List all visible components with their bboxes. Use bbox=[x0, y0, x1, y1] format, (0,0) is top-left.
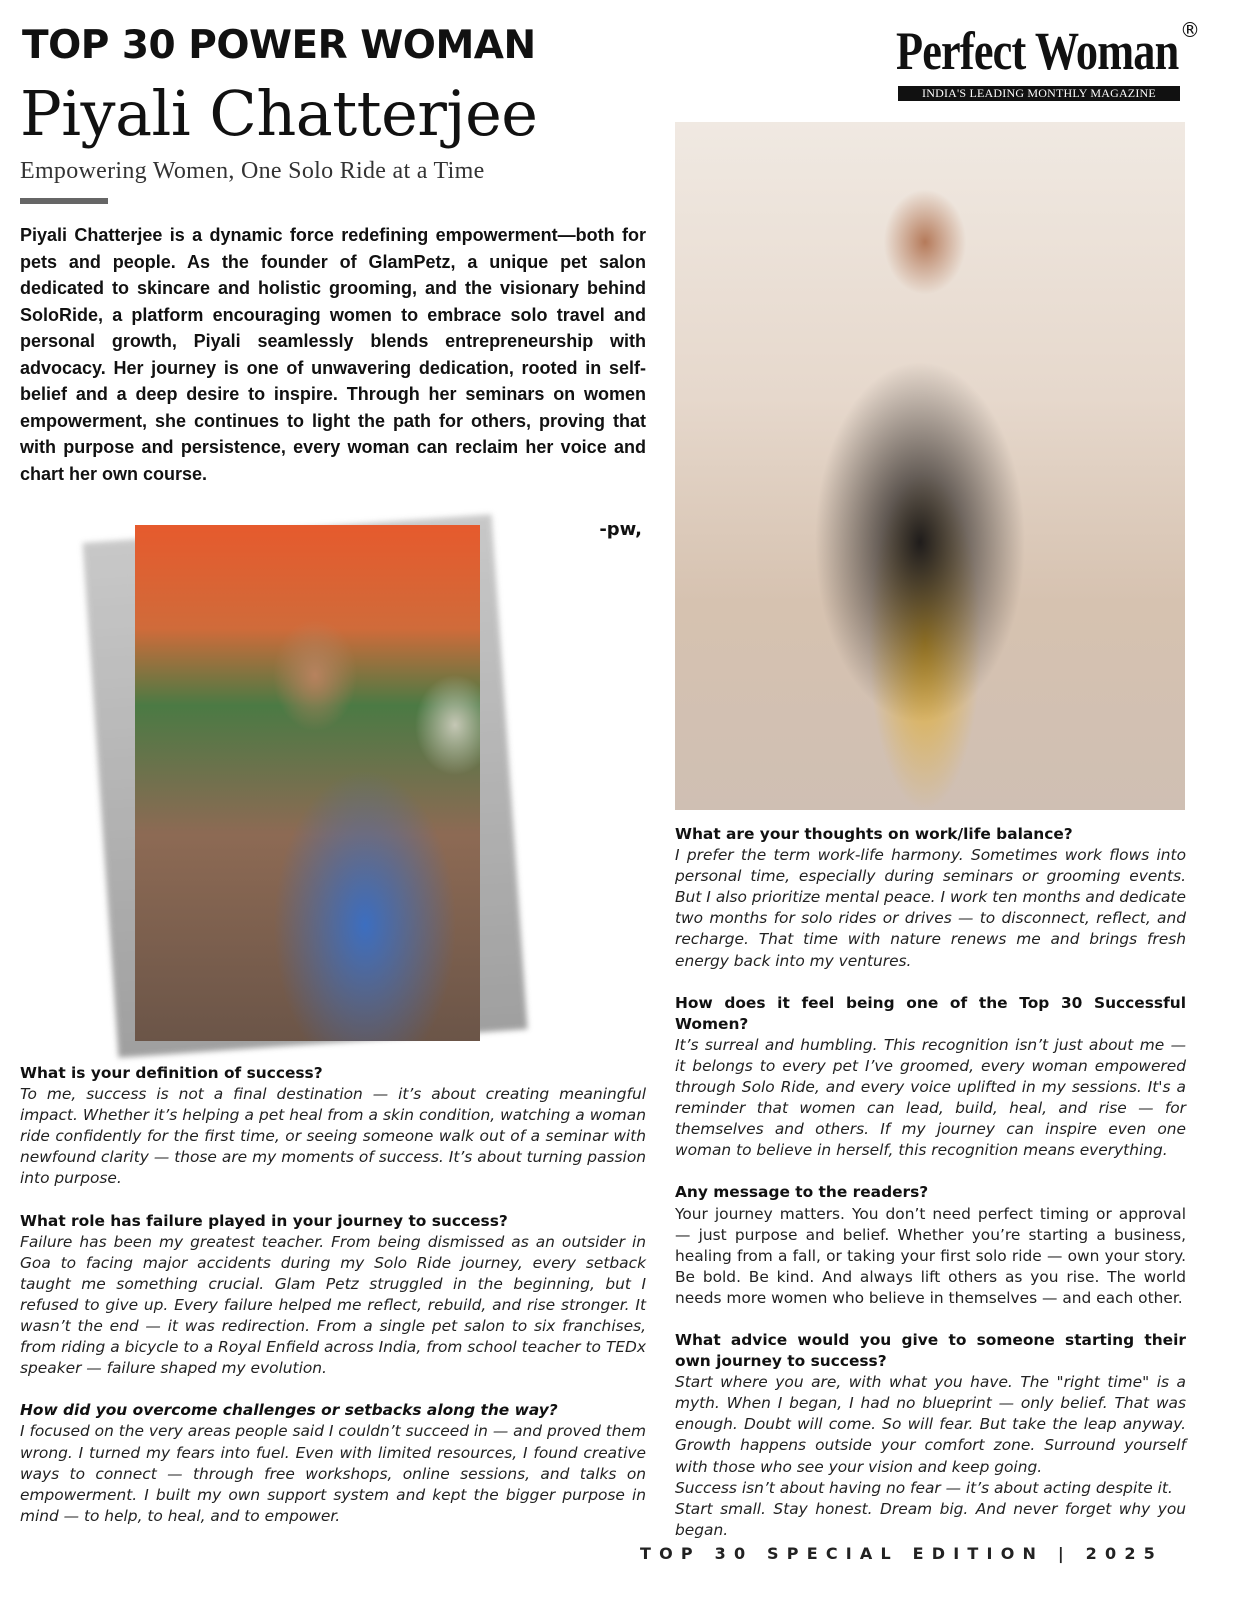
edition-footer: TOP 30 SPECIAL EDITION | 2025 bbox=[640, 1544, 1164, 1563]
portrait-photo-formal bbox=[675, 122, 1185, 810]
title-divider bbox=[20, 198, 108, 204]
qa-left-column bbox=[20, 1063, 646, 1548]
qa-item bbox=[675, 1182, 1186, 1309]
answer: I focused on the very areas people said I couldn’t succeed in — and proved them wrong. I turned my fears into fuel. Even with limited resources, I found creative ways to connect — through free workshops, online sessions, and talks on empowerment. I built my own support system and kept the bigger purpose in mind — to help, to heal, and to empower. bbox=[20, 1422, 646, 1525]
portrait-photo-casual bbox=[135, 525, 480, 1041]
answer: Failure has been my greatest teacher. From being dismissed as an outsider in Goa to facing major accidents during my Solo Ride journey, every setback taught me something crucial. Glam Petz struggled in the beginning, but I refused to give up. Every failure helped me reflect, rebuild, and rise stronger. It wasn’t the end — it was redirection. From a single pet salon to six franchises, from riding a bicycle to a Royal Enfield across India, from school teacher to TEDx speaker — failure shaped my evolution. bbox=[20, 1232, 646, 1378]
intro-paragraph: Piyali Chatterjee is a dynamic force redefining empowerment—both for pets and people. As the founder of GlamPetz, a unique pet salon dedicated to skincare and holistic grooming, and the visionary behind SoloRide, a platform encouraging women to embrace solo travel and personal growth, Piyali seamlessly blends entrepreneurship with advocacy. Her journey is one of unwavering dedication, rooted in self-belief and a deep desire to inspire. Through her seminars on women empowerment, she continues to light the path for others, proving that with purpose and persistence, every woman can reclaim her voice and chart her own course. bbox=[20, 225, 646, 484]
qa-item bbox=[20, 1063, 646, 1190]
answer-line: Start small. Stay honest. Dream big. And never forget why you began. bbox=[675, 1499, 1186, 1539]
qa-item bbox=[675, 1330, 1186, 1541]
registered-mark: ® bbox=[1180, 18, 1200, 42]
magazine-logo bbox=[896, 18, 1206, 106]
question: How did you overcome challenges or setbacks along the way? bbox=[20, 1401, 558, 1420]
qa-item bbox=[20, 1400, 646, 1527]
question: What are your thoughts on work/life balance? bbox=[675, 825, 1073, 843]
question: How does it feel being one of the Top 30 Successful Women? bbox=[675, 993, 1186, 1033]
qa-item bbox=[675, 824, 1186, 972]
question: What advice would you give to someone starting their own journey to success? bbox=[675, 1330, 1186, 1371]
question: What is your definition of success? bbox=[20, 1064, 323, 1082]
logo-title: Perfect Woman bbox=[896, 21, 1179, 81]
qa-item bbox=[675, 993, 1186, 1162]
answer: It’s surreal and humbling. This recognition isn’t just about me — it belongs to every pet I’ve groomed, every woman empowered through Solo Ride, and every voice uplifted in my sessions. It's a reminder that women can lead, build, heal, and rise — for themselves and others. If my journey can inspire even one woman to believe in herself, this recognition means everything. bbox=[675, 1035, 1186, 1160]
question: Any message to the readers? bbox=[675, 1183, 929, 1202]
signature: -pw, bbox=[599, 519, 642, 540]
logo-tagline: INDIA'S LEADING MONTHLY MAGAZINE bbox=[898, 86, 1180, 101]
qa-item bbox=[20, 1211, 646, 1380]
section-kicker: TOP 30 POWER WOMAN bbox=[22, 23, 536, 68]
qa-right-column bbox=[675, 824, 1186, 1562]
page-title: Piyali Chatterjee bbox=[20, 77, 538, 150]
subtitle: Empowering Women, One Solo Ride at a Time bbox=[20, 158, 485, 184]
answer-line: Success isn’t about having no fear — it’s about acting despite it. bbox=[675, 1478, 1173, 1497]
answer: Start where you are, with what you have. The "right time" is a myth. When I began, I had no blueprint — only belief. That was enough. Doubt will come. So will fear. But take the leap anyway. Growth happens outside your comfort zone. Surround yourself with those who see your vision and keep going. bbox=[675, 1373, 1186, 1476]
answer: Your journey matters. You don’t need perfect timing or approval — just purpose and belief. Whether you’re starting a business, healing from a fall, or taking your first solo ride — own your story. Be bold. Be kind. And always lift others as you rise. The world needs more women who believe in themselves — and each other. bbox=[675, 1204, 1186, 1307]
answer: I prefer the term work-life harmony. Sometimes work flows into personal time, especially during seminars or grooming events. But I also prioritize mental peace. I work ten months and dedicate two months for solo rides or drives — to disconnect, reflect, and recharge. That time with nature renews me and brings fresh energy back into my ventures. bbox=[675, 846, 1186, 970]
answer: To me, success is not a final destination — it’s about creating meaningful impact. Whether it’s helping a pet heal from a skin condition, watching a woman ride confidently for the first time, or seeing someone walk out of a seminar with newfound clarity — those are my moments of success. It’s about turning passion into purpose. bbox=[20, 1085, 646, 1188]
question: What role has failure played in your journey to success? bbox=[20, 1211, 508, 1230]
